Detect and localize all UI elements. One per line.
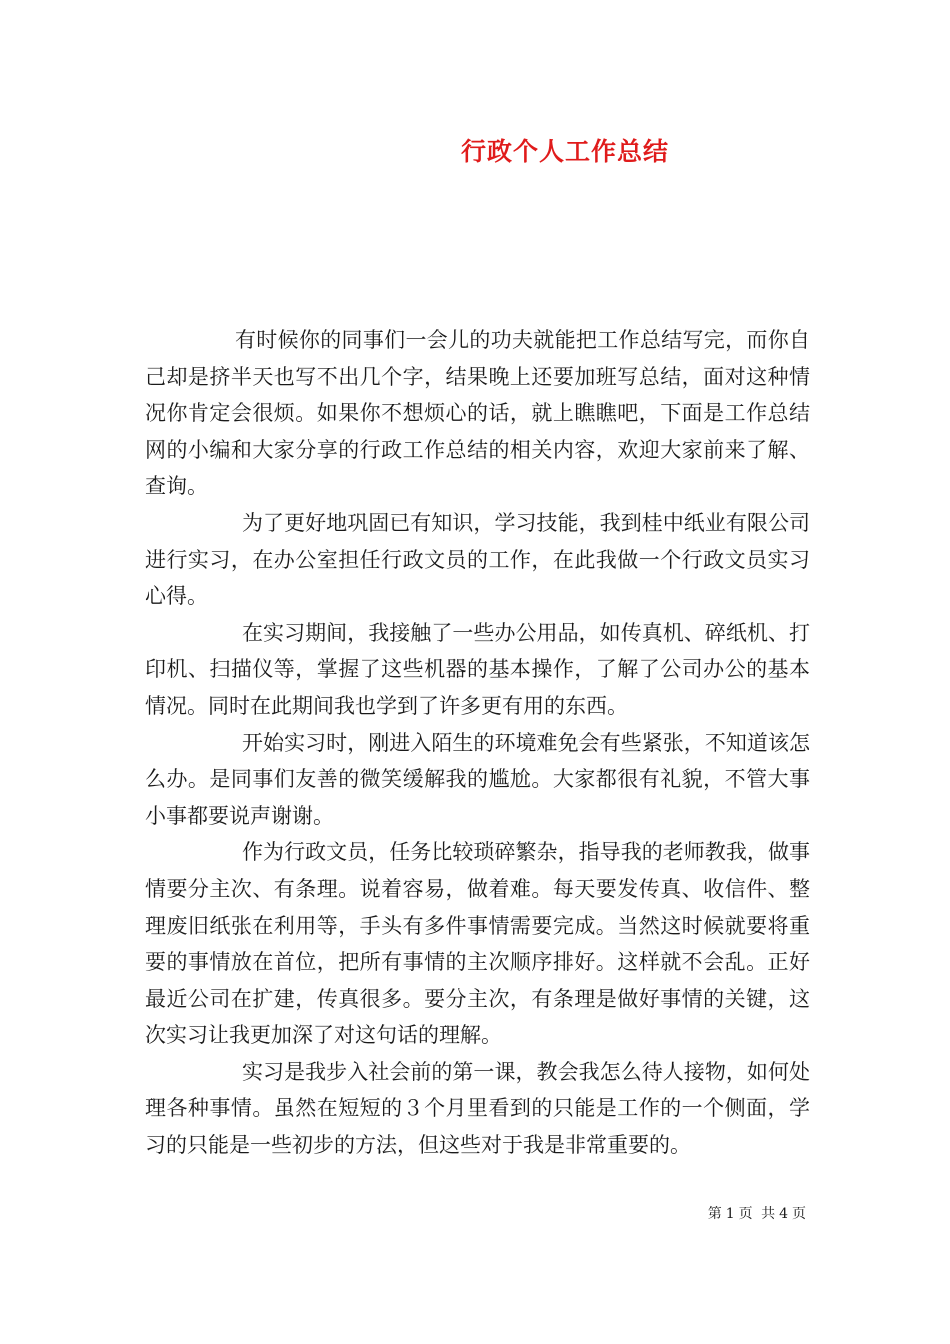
- page-number-footer: [0, 1203, 808, 1223]
- paragraph-priorities: 作为行政文员，任务比较琐碎繁杂，指导我的老师教我，做事情要分主次、有条理。说着容易，做着难。每天要发传真、收信件、整理废旧纸张在利用等，手头有多件事情需要完成。当然这时候就要将重要的事情放在首位，把所有事情的主次顺序排好。这样就不会乱。正好最近公司在扩建，传真很多。要分主次，有条理是做好事情的关键，这次实习让我更加深了对这句话的理解。: [145, 840, 810, 1048]
- document-body: [145, 322, 810, 1164]
- document-title: 行政个人工作总结: [460, 137, 669, 166]
- paragraph-first-days: 开始实习时，刚进入陌生的环境难免会有些紧张，不知道该怎么办。是同事们友善的微笑缓解我的尴尬。大家都很有礼貌，不管大事小事都要说声谢谢。: [145, 730, 810, 828]
- footer-total-pages: 4: [779, 1206, 788, 1222]
- footer-page-unit: 页: [738, 1206, 753, 1222]
- footer-current-page: 1: [725, 1206, 735, 1222]
- paragraph-internship-purpose: 为了更好地巩固已有知识，学习技能，我到桂中纸业有限公司进行实习，在办公室担任行政文员的工作，在此我做一个行政文员实习心得。: [145, 510, 810, 609]
- footer-total-unit: 页: [792, 1206, 806, 1222]
- paragraph-office-equipment: 在实习期间，我接触了一些办公用品，如传真机、碎纸机、打印机、扫描仪等，掌握了这些机器的基本操作，了解了公司办公的基本情况。同时在此期间我也学到了许多更有用的东西。: [145, 620, 810, 718]
- paragraph-intro: 有时候你的同事们一会儿的功夫就能把工作总结写完，而你自己却是挤半天也写不出几个字，结果晚上还要加班写总结，面对这种情况你肯定会很烦。如果你不想烦心的话，就上瞧瞧吧，下面是工作总结网的小编和大家分享的行政工作总结的相关内容，欢迎大家前来了解、查询。: [145, 328, 810, 499]
- footer-total-label: 共: [761, 1206, 776, 1222]
- paragraph-first-lesson: 实习是我步入社会前的第一课，教会我怎么待人接物，如何处理各种事情。虽然在短短的３个月里看到的只能是工作的一个侧面，学习的只能是一些初步的方法，但这些对于我是非常重要的。: [145, 1059, 810, 1158]
- footer-page-label: 第: [707, 1206, 722, 1222]
